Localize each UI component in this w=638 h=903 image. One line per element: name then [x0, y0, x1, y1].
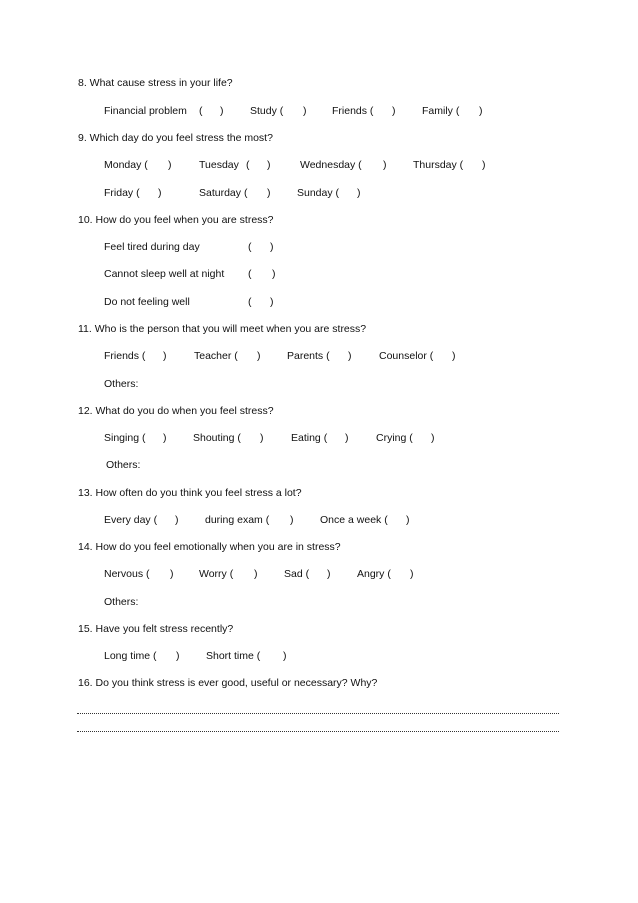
option-family-paren: ): [479, 105, 483, 117]
option-parents: Parents (: [287, 350, 330, 362]
option-nervous-paren: ): [170, 568, 174, 580]
option-wednesday-paren: ): [383, 159, 387, 171]
option-teacher-paren: ): [257, 350, 261, 362]
option-worry: Worry (: [199, 568, 234, 580]
question-13: 13. How often do you think you feel stress a lot?: [78, 487, 302, 499]
option-financial-problem-paren: ): [220, 105, 224, 117]
option-saturday: Saturday (: [199, 187, 248, 199]
option-parents-paren: ): [348, 350, 352, 362]
option-thursday: Thursday (: [413, 159, 464, 171]
option-saturday-paren: ): [267, 187, 271, 199]
option-short-time-paren: ): [283, 650, 287, 662]
option-every-day-paren: ): [175, 514, 179, 526]
option-cannot-sleep: Cannot sleep well at night: [104, 268, 225, 280]
option-during-exam-paren: ): [290, 514, 294, 526]
question-16: 16. Do you think stress is ever good, useful or necessary? Why?: [78, 677, 378, 689]
question-9: 9. Which day do you feel stress the most?: [78, 132, 273, 144]
option-tuesday-open-paren: (: [246, 159, 250, 171]
option-not-feeling-well: Do not feeling well: [104, 296, 190, 308]
option-friends-paren: ): [392, 105, 396, 117]
option-nervous: Nervous (: [104, 568, 150, 580]
option-short-time: Short time (: [206, 650, 261, 662]
option-shouting: Shouting (: [193, 432, 241, 444]
option-long-time: Long time (: [104, 650, 157, 662]
option-angry: Angry (: [357, 568, 391, 580]
option-cannot-sleep-paren: ): [272, 268, 276, 280]
option-sunday-paren: ): [357, 187, 361, 199]
option-study: Study (: [250, 105, 284, 117]
option-tuesday: Tuesday: [199, 159, 239, 171]
option-long-time-paren: ): [176, 650, 180, 662]
option-friday: Friday (: [104, 187, 140, 199]
others-label-q14: Others:: [104, 596, 139, 608]
option-shouting-paren: ): [260, 432, 264, 444]
question-14: 14. How do you feel emotionally when you are in stress?: [78, 541, 341, 553]
option-financial-problem-open-paren: (: [199, 105, 203, 117]
option-sunday: Sunday (: [297, 187, 340, 199]
option-teacher: Teacher (: [194, 350, 238, 362]
option-sad: Sad (: [284, 568, 310, 580]
option-singing: Singing (: [104, 432, 146, 444]
option-financial-problem: Financial problem: [104, 105, 187, 117]
option-not-feeling-well-paren: ): [270, 296, 274, 308]
option-during-exam: during exam (: [205, 514, 270, 526]
option-family: Family (: [422, 105, 460, 117]
option-sad-paren: ): [327, 568, 331, 580]
option-crying: Crying (: [376, 432, 413, 444]
others-label-q11: Others:: [104, 378, 139, 390]
question-8: 8. What cause stress in your life?: [78, 77, 233, 89]
option-worry-paren: ): [254, 568, 258, 580]
option-tuesday-paren: ): [267, 159, 271, 171]
others-label-q12: Others:: [106, 459, 141, 471]
answer-line-1: [77, 713, 559, 714]
option-friday-paren: ): [158, 187, 162, 199]
option-cannot-sleep-open-paren: (: [248, 268, 252, 280]
option-friends: Friends (: [332, 105, 374, 117]
option-feel-tired: Feel tired during day: [104, 241, 200, 253]
option-friends-person-paren: ): [163, 350, 167, 362]
option-friends-person: Friends (: [104, 350, 146, 362]
option-monday-paren: ): [168, 159, 172, 171]
option-once-a-week: Once a week (: [320, 514, 388, 526]
question-10: 10. How do you feel when you are stress?: [78, 214, 274, 226]
question-12: 12. What do you do when you feel stress?: [78, 405, 274, 417]
option-singing-paren: ): [163, 432, 167, 444]
option-once-a-week-paren: ): [406, 514, 410, 526]
question-15: 15. Have you felt stress recently?: [78, 623, 234, 635]
option-feel-tired-open-paren: (: [248, 241, 252, 253]
option-eating-paren: ): [345, 432, 349, 444]
option-every-day: Every day (: [104, 514, 158, 526]
option-angry-paren: ): [410, 568, 414, 580]
option-eating: Eating (: [291, 432, 328, 444]
option-feel-tired-paren: ): [270, 241, 274, 253]
option-wednesday: Wednesday (: [300, 159, 362, 171]
option-crying-paren: ): [431, 432, 435, 444]
option-study-paren: ): [303, 105, 307, 117]
option-counselor-paren: ): [452, 350, 456, 362]
option-thursday-paren: ): [482, 159, 486, 171]
answer-line-2: [77, 731, 559, 732]
option-counselor: Counselor (: [379, 350, 434, 362]
option-monday: Monday (: [104, 159, 148, 171]
option-not-feeling-well-open-paren: (: [248, 296, 252, 308]
question-11: 11. Who is the person that you will meet when you are stress?: [78, 323, 367, 335]
